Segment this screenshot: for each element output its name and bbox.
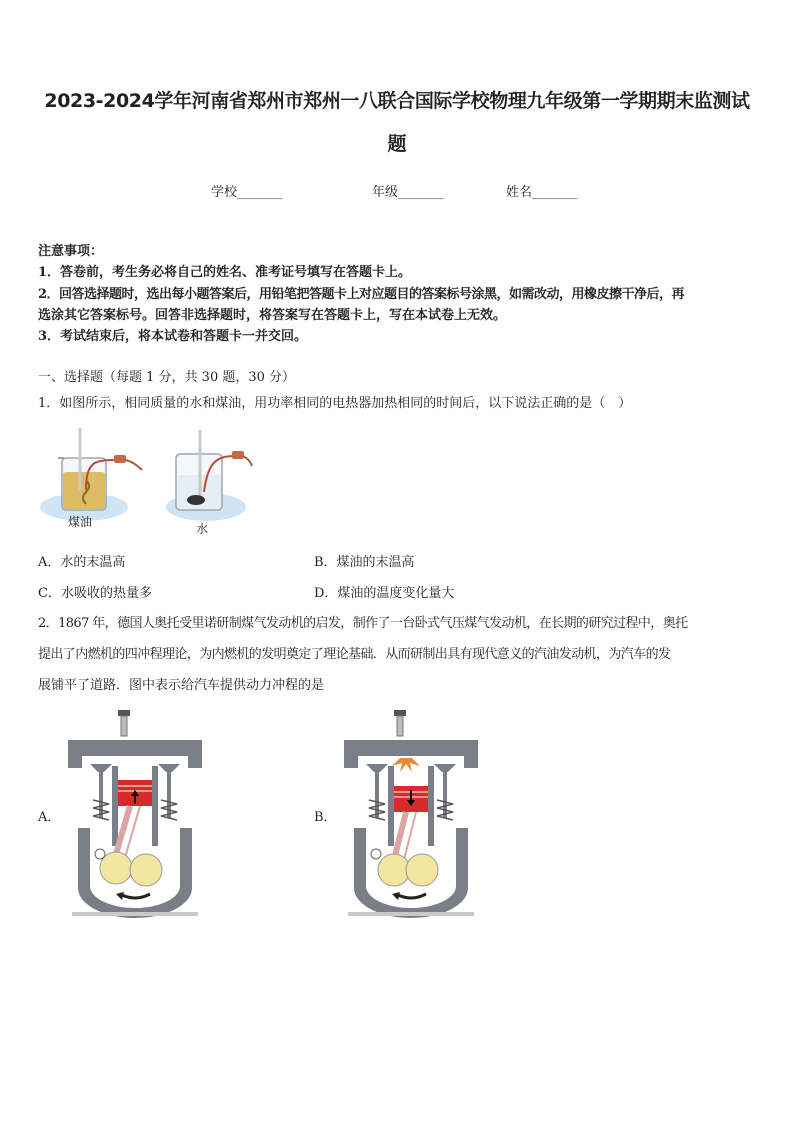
notice-item-3: 3．考试结束后，将本试卷和答题卡一并交回。 xyxy=(38,329,308,344)
engine-diagram-a xyxy=(60,708,210,920)
water-beaker-illustration xyxy=(166,430,252,521)
question-1-option-b: B．煤油的末温高 xyxy=(314,555,415,570)
page-title: 2023-2024学年河南省郑州市郑州一八联合国际学校物理九年级第一学期期末监测试 xyxy=(44,90,750,112)
question-2-option-b: B． xyxy=(314,810,337,825)
section-heading: 一、选择题（每题 1 分，共 30 题，30 分） xyxy=(38,370,296,385)
kerosene-beaker-illustration xyxy=(40,428,142,521)
notice-item-2: 2．回答选择题时，选出每小题答案后，用铅笔把答题卡上对应题目的答案标号涂黑，如需改动，用橡皮擦干净后，再 xyxy=(38,287,685,302)
notice-heading: 注意事项： xyxy=(38,244,104,259)
question-2-line-2: 提出了内燃机的四冲程理论，为内燃机的发明奠定了理论基础．从而研制出具有现代意义的汽油发动机，为汽车的发 xyxy=(38,647,671,662)
question-1-option-d: D．煤油的温度变化量大 xyxy=(314,586,455,601)
question-1-stem: 1．如图所示，相同质量的水和煤油，用功率相同的电热器加热相同的时间后，以下说法正确的是（ ） xyxy=(38,396,632,411)
water-label: 水 xyxy=(196,522,209,536)
school-field: 学校_______ xyxy=(211,185,283,200)
notice-item-2-continued: 选涂其它答案标号。回答非选择题时，将答案写在答题卡上，写在本试卷上无效。 xyxy=(38,308,507,323)
notice-item-1: 1．答卷前，考生务必将自己的姓名、准考证号填写在答题卡上。 xyxy=(38,265,412,280)
kerosene-label: 煤油 xyxy=(68,515,93,529)
engine-diagram-b xyxy=(336,708,486,920)
page-title-continued: 题 xyxy=(387,133,407,155)
question-2-line-3: 展铺平了道路．图中表示给汽车提供动力冲程的是 xyxy=(38,678,325,693)
question-1-option-c: C．水吸收的热量多 xyxy=(38,586,152,601)
name-field: 姓名_______ xyxy=(506,185,578,200)
question-2-option-a: A． xyxy=(38,810,61,825)
question-2-line-1: 2．1867 年，德国人奥托受里诺研制煤气发动机的启发，制作了一台卧式气压煤气发动机，在长期的研究过程中，奥托 xyxy=(38,616,688,631)
grade-field: 年级_______ xyxy=(372,185,444,200)
question-1-option-a: A．水的末温高 xyxy=(38,555,126,570)
